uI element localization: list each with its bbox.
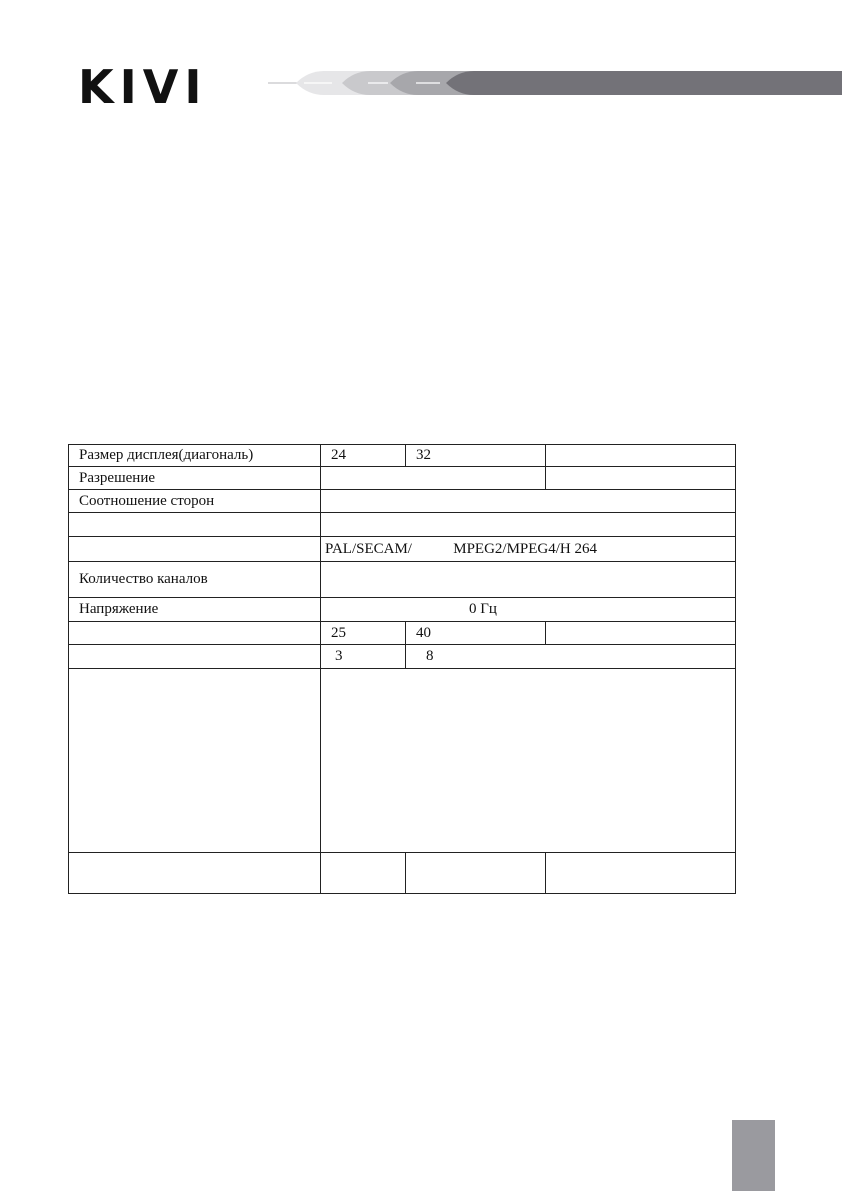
spec-table [68,444,736,894]
table-row-aspect-ratio [69,490,736,513]
table-row-channel-count [69,562,736,598]
table-cell: 40 [406,622,546,645]
table-row-voltage [69,598,736,622]
table-cell: 8 [406,645,736,669]
table-cell [321,467,546,490]
table-cell: 32 [406,445,546,467]
table-cell: 25 [321,622,406,645]
kivi-logo: KIVI [78,60,208,114]
table-row [69,622,736,645]
row-label [69,537,321,562]
row-label: Количество каналов [69,562,321,598]
page-number-tab [732,1120,775,1191]
table-cell [406,853,546,894]
header-decoration-band [268,68,842,98]
row-label: Напряжение [69,598,321,622]
table-cell: 0 Гц [321,598,736,622]
table-cell: 3 [321,645,406,669]
table-row-resolution [69,467,736,490]
row-label [69,622,321,645]
table-cell [321,562,736,598]
table-cell [321,513,736,537]
table-cell [321,669,736,853]
table-cell [546,853,736,894]
table-row [69,513,736,537]
table-row-display-size [69,445,736,467]
row-label [69,513,321,537]
table-row [69,669,736,853]
row-label: Разрешение [69,467,321,490]
row-label [69,645,321,669]
table-row-tv-standards [69,537,736,562]
table-cell [546,467,736,490]
table-row [69,853,736,894]
table-cell: PAL/SECAM/ MPEG2/MPEG4/H 264 [321,537,736,562]
table-cell [546,445,736,467]
row-label [69,853,321,894]
table-cell [321,853,406,894]
table-cell [321,490,736,513]
row-label: Соотношение сторон [69,490,321,513]
table-cell [546,622,736,645]
row-label [69,669,321,853]
table-cell: 24 [321,445,406,467]
table-row [69,645,736,669]
row-label: Размер дисплея(диагональ) [69,445,321,467]
